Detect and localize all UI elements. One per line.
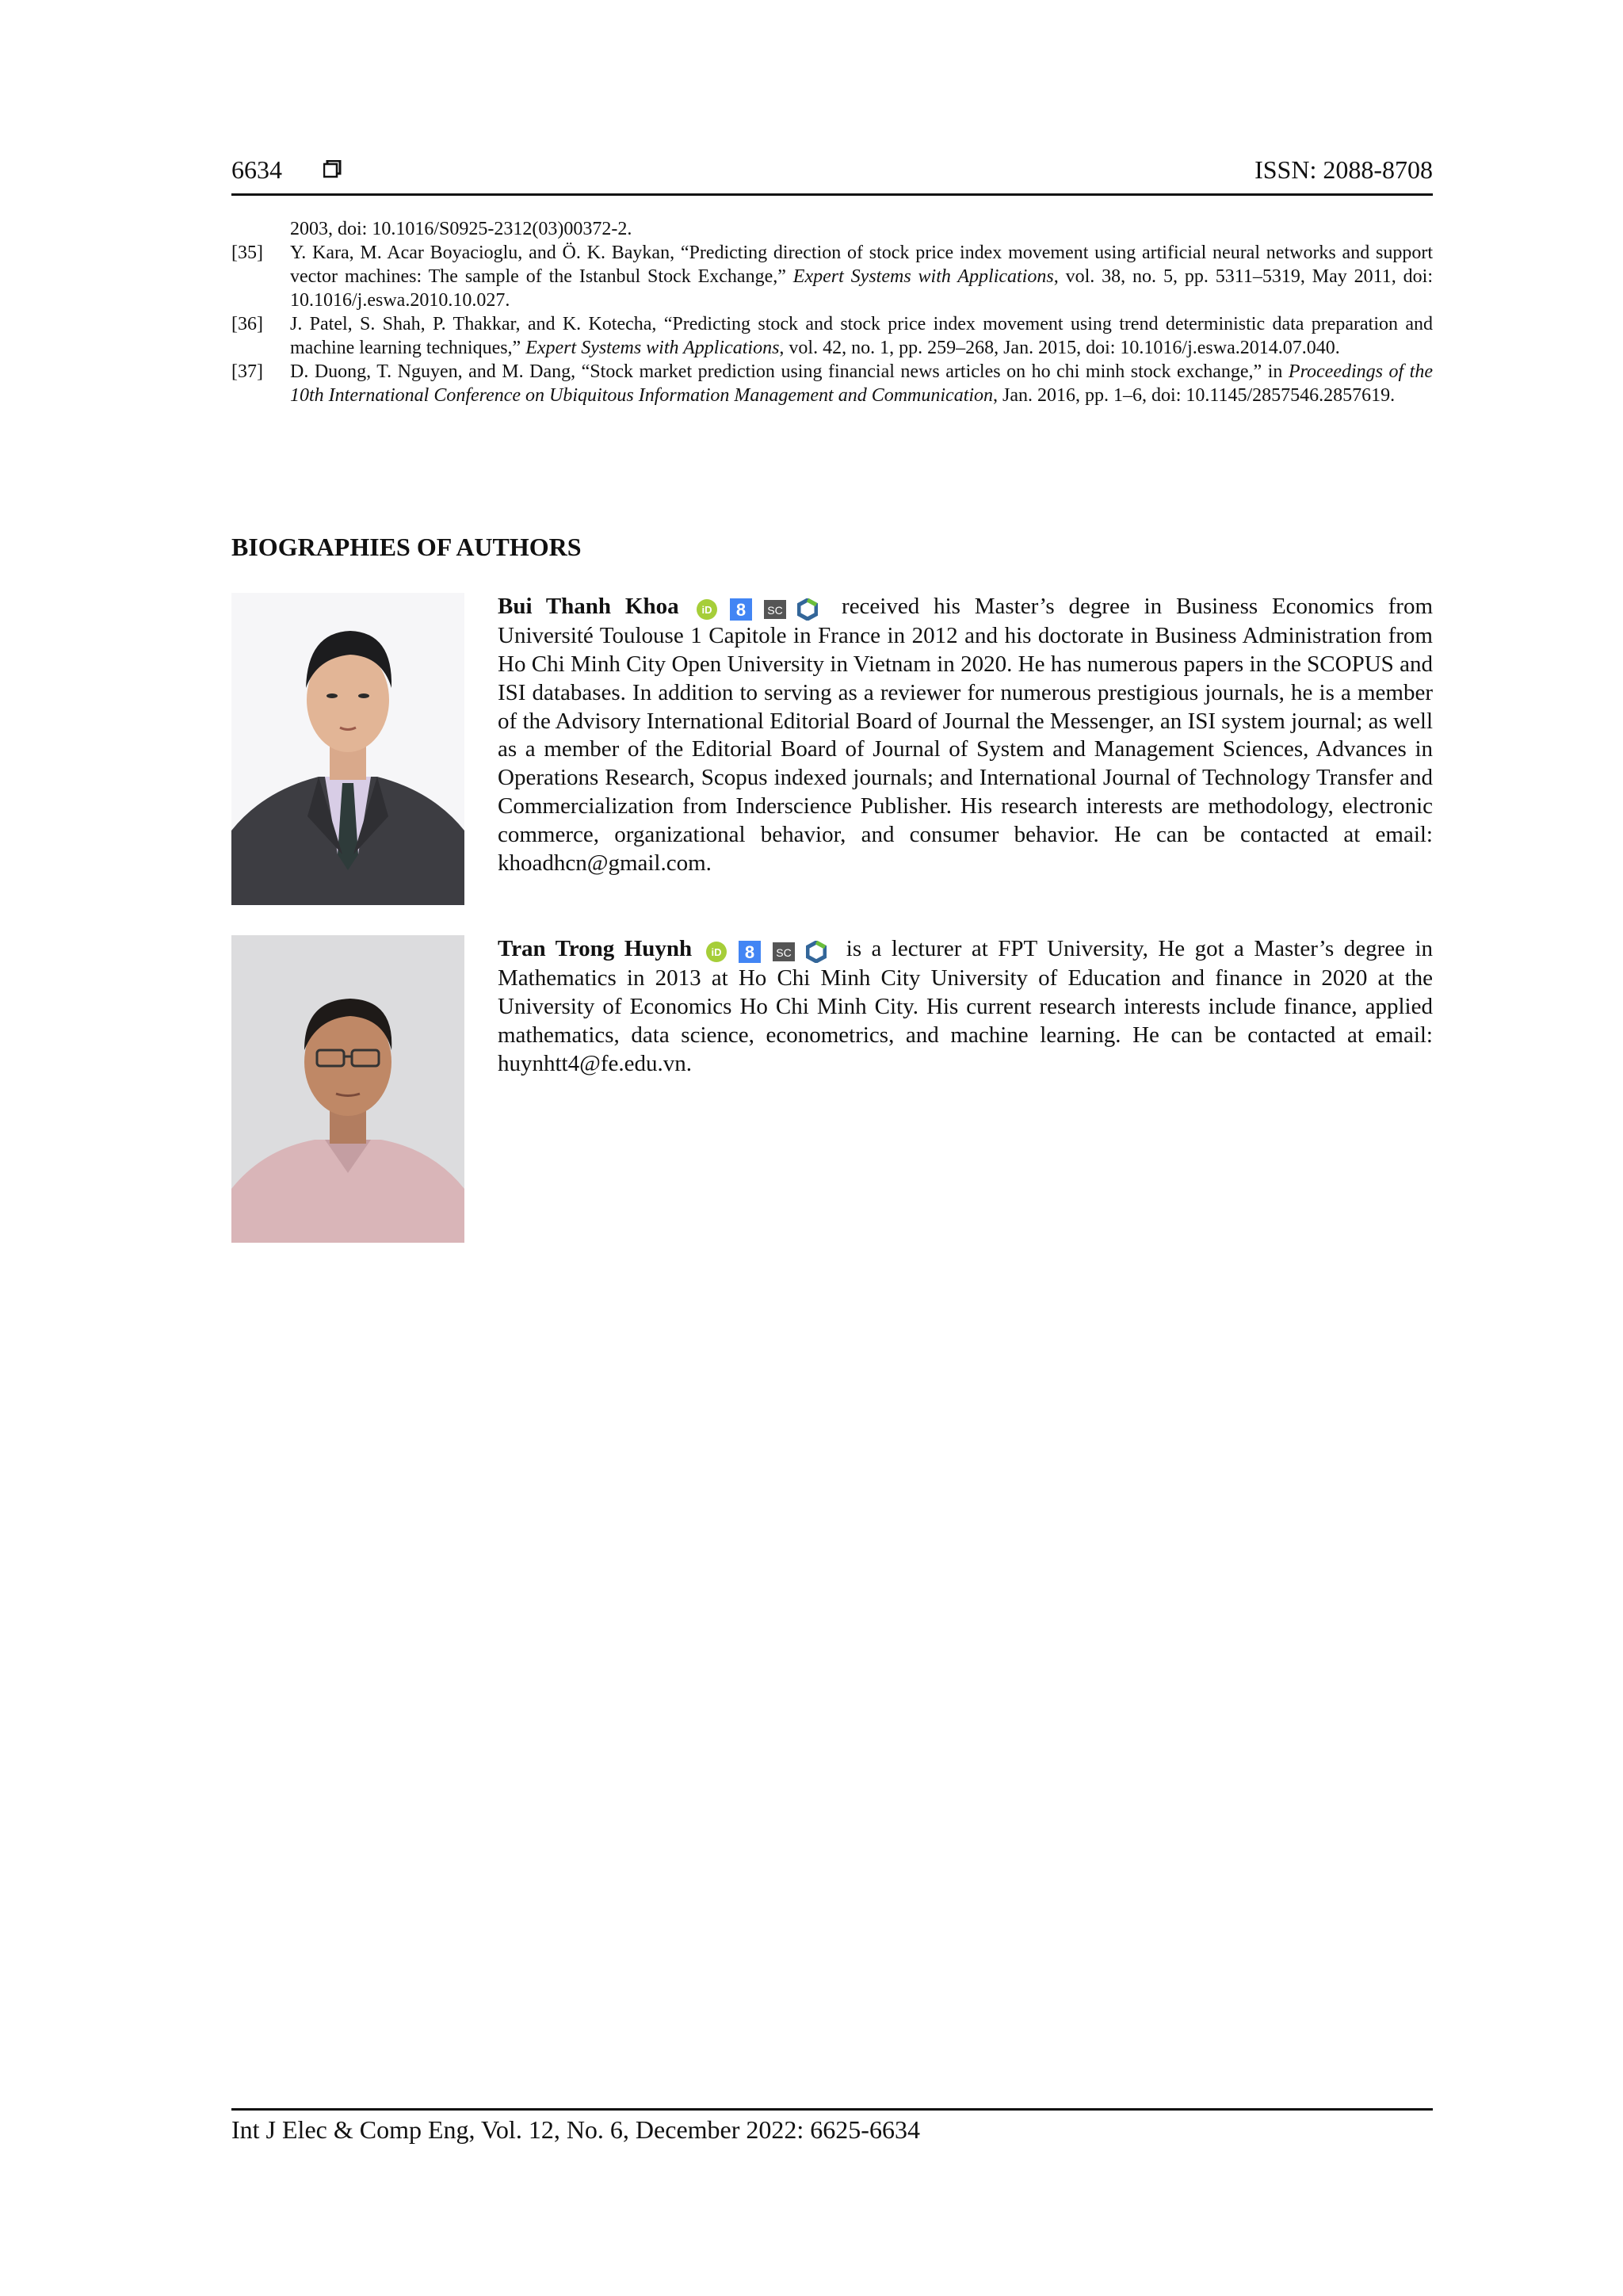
reference-journal: Proceedings of the 10th International Conference on Ubiquitous Information Management and Communication xyxy=(290,361,1433,406)
svg-text:8: 8 xyxy=(744,942,754,962)
reference-item xyxy=(231,241,1433,312)
svg-text:iD: iD xyxy=(701,603,712,616)
google-scholar-icon[interactable] xyxy=(729,598,753,621)
reference-text: J. Patel, S. Shah, P. Thakkar, and K. Kotecha, “Predicting stock and stock price index movement using trend deterministic data preparation and machine learning techniques,” xyxy=(290,314,1433,358)
scopus-icon[interactable] xyxy=(763,599,787,620)
reference-number: [36] xyxy=(231,314,263,334)
author-name: Tran Trong Huynh xyxy=(498,936,693,961)
checkbox-symbol-icon xyxy=(323,160,342,179)
publons-icon[interactable] xyxy=(797,598,818,621)
reference-number: [37] xyxy=(231,361,263,382)
author-bio-text xyxy=(498,935,1433,1078)
reference-journal: Expert Systems with Applications xyxy=(792,266,1054,287)
orcid-icon[interactable] xyxy=(696,598,718,621)
reference-details: , vol. 38, no. 5, pp. 5311–5319, May 2011, doi: 10.1016/j.eswa.2010.10.027. xyxy=(290,266,1433,311)
reference-details: , vol. 42, no. 1, pp. 259–268, Jan. 2015, doi: 10.1016/j.eswa.2014.07.040. xyxy=(779,338,1340,358)
issn: ISSN: 2088-8708 xyxy=(1254,155,1433,184)
reference-text: 2003, doi: 10.1016/S0925-2312(03)00372-2. xyxy=(290,219,632,239)
reference-item xyxy=(231,217,1433,241)
page-number: 6634 xyxy=(231,155,282,184)
reference-list xyxy=(231,217,1433,407)
reference-item xyxy=(231,360,1433,407)
reference-journal: Expert Systems with Applications xyxy=(525,338,780,358)
svg-text:SC: SC xyxy=(776,946,792,959)
reference-text: Y. Kara, M. Acar Boyacioglu, and Ö. K. Baykan, “Predicting direction of stock price index movement using artificial neural networks and support vector machines: The sample of the Istanbul Stock Exchange,” xyxy=(290,243,1433,287)
author-photo xyxy=(231,593,464,905)
author-description: received his Master’s degree in Business Economics from Université Toulouse 1 Capitole in France in 2012 and his doctorate in Business Administration from Ho Chi Minh City Open University in Vietnam in 2020. He has numerous papers in the SCOPUS and ISI databases. In addition to serving as a reviewer for numerous prestigious journals, he is a member of the Advisory International Editorial Board of Journal the Messenger, an ISI system journal; as well as a member of the Editorial Board of Journal of System and Management Sciences, Advances in Operations Research, Scopus indexed journals; and International Journal of Technology Transfer and Commercialization from Inderscience Publisher. His research interests are methodology, electronic commerce, organizational behavior, and consumer behavior. He can be contacted at email: khoadhcn@gmail.com. xyxy=(498,594,1434,876)
author-description: is a lecturer at FPT University, He got a Master’s degree in Mathematics in 2013 at Ho Chi Minh City University of Education and finance in 2020 at the University of Economics Ho Chi Minh City. His current research interests include finance, applied mathematics, data science, econometrics, and machine learning. He can be contacted at email: huynhtt4@fe.edu.vn. xyxy=(498,936,1434,1076)
svg-text:SC: SC xyxy=(767,603,783,617)
author-id-badges xyxy=(696,594,823,622)
svg-text:8: 8 xyxy=(735,599,746,620)
reference-details: , Jan. 2016, pp. 1–6, doi: 10.1145/2857546.2857619. xyxy=(993,385,1396,406)
reference-text: D. Duong, T. Nguyen, and M. Dang, “Stock market prediction using financial news articles on ho chi minh stock exchange,” in xyxy=(290,361,1289,382)
footer-citation: Int J Elec & Comp Eng, Vol. 12, No. 6, December 2022: 6625-6634 xyxy=(231,2115,920,2144)
author-id-badges xyxy=(705,936,832,965)
publons-icon[interactable] xyxy=(806,941,827,963)
author-bio-text xyxy=(498,593,1433,877)
author-photo xyxy=(231,935,464,1243)
svg-text:iD: iD xyxy=(711,946,722,958)
biographies-heading: BIOGRAPHIES OF AUTHORS xyxy=(231,533,582,561)
author-name: Bui Thanh Khoa xyxy=(498,594,679,619)
reference-number: [35] xyxy=(231,243,263,263)
page-header xyxy=(231,155,1433,196)
scopus-icon[interactable] xyxy=(772,942,796,962)
reference-item xyxy=(231,312,1433,360)
orcid-icon[interactable] xyxy=(705,941,727,963)
page-footer xyxy=(231,2108,1433,2145)
google-scholar-icon[interactable] xyxy=(738,940,762,964)
